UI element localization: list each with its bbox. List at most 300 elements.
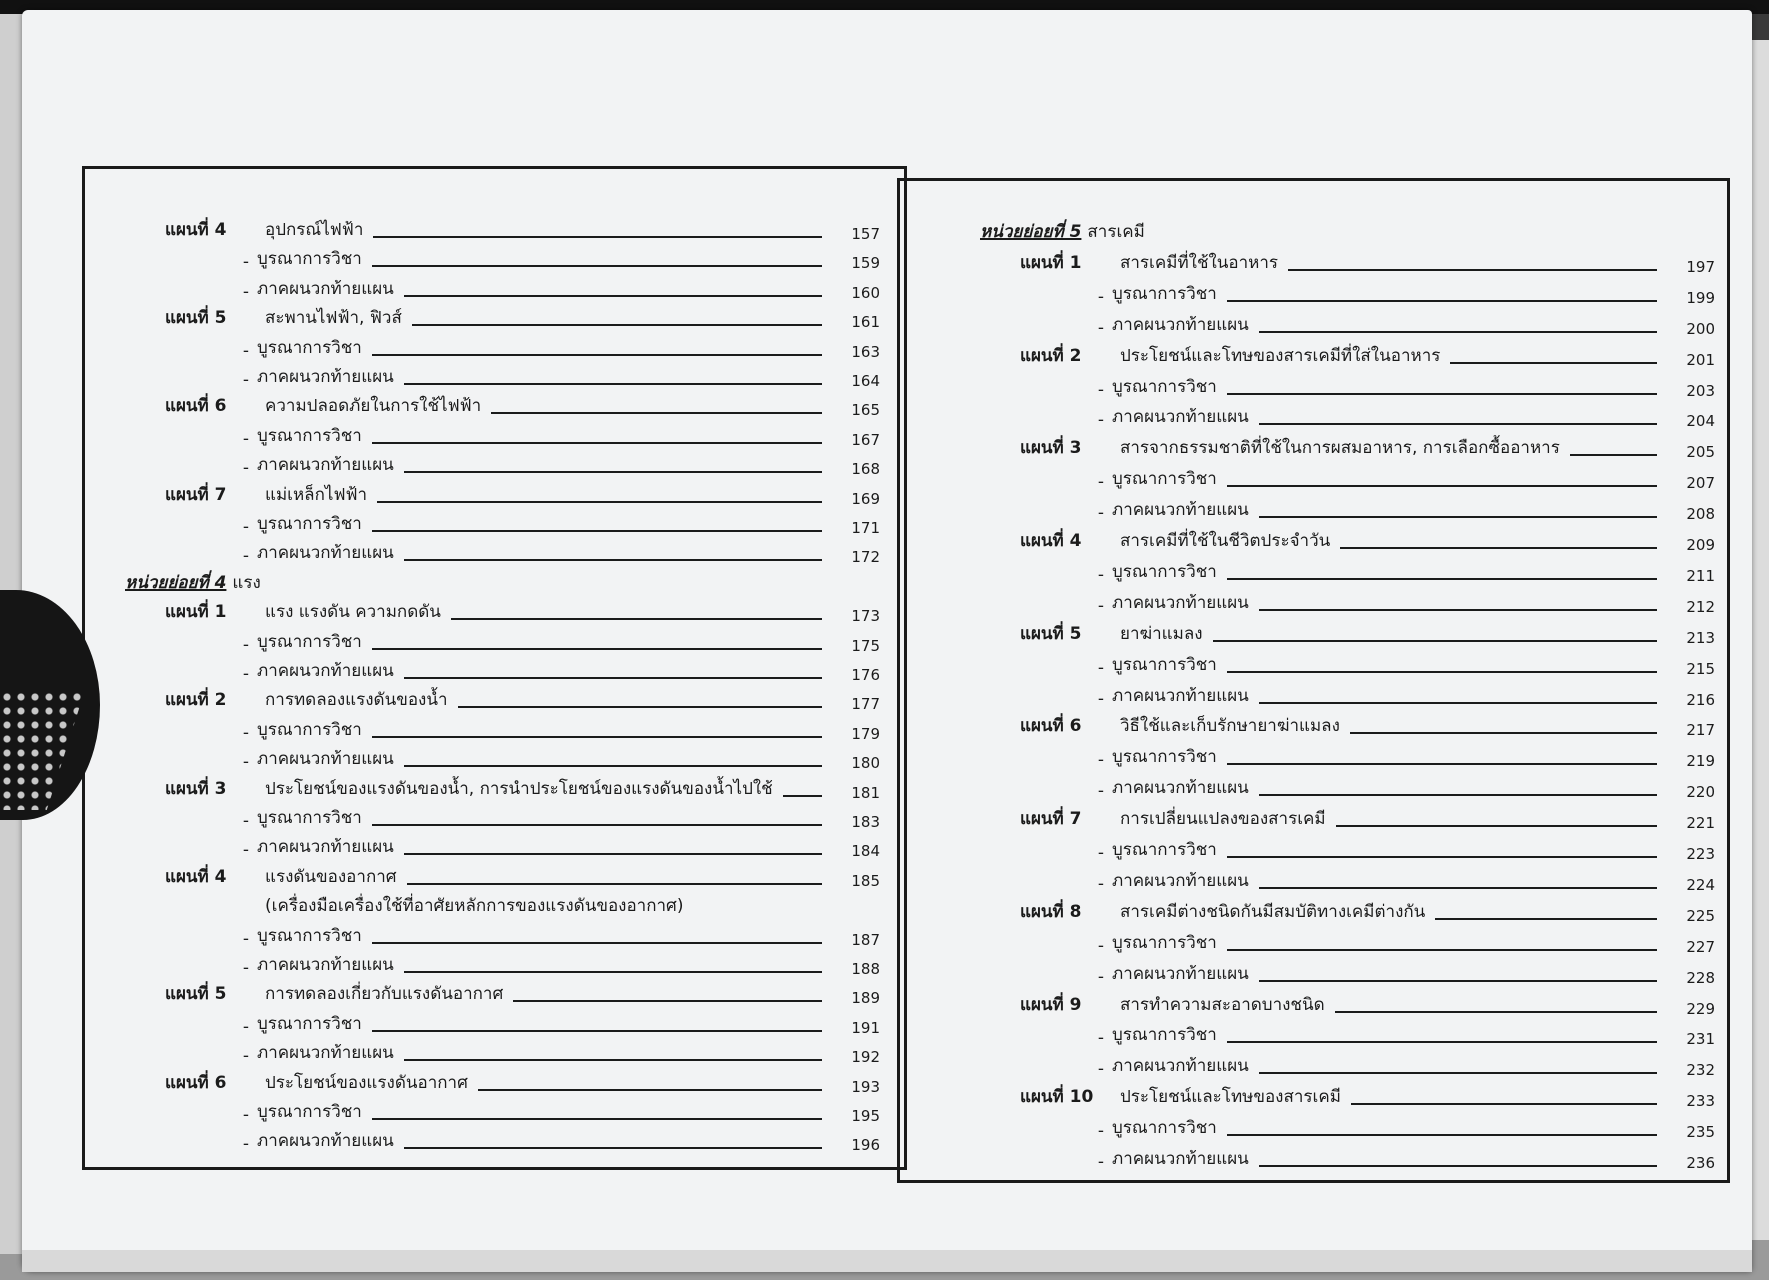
sub-title: ภาคผนวกท้ายแผน: [257, 367, 394, 387]
page-number: 228: [1686, 968, 1715, 987]
leader-line: [1259, 331, 1657, 333]
sub-dash: -: [242, 811, 250, 831]
leader-line: [1259, 1165, 1657, 1167]
page-number: 221: [1686, 814, 1715, 833]
sub-title: ภาคผนวกท้ายแผน: [257, 455, 394, 476]
plan-title: แรง แรงดัน ความกดดัน: [265, 602, 441, 623]
sub-title: บูรณาการวิชา: [257, 249, 362, 270]
toc-row: [125, 1068, 880, 1096]
leader-line: [404, 971, 822, 973]
leader-line: [1259, 516, 1657, 518]
sub-dash: -: [1097, 503, 1105, 524]
toc-row: [125, 333, 880, 361]
sub-dash: -: [242, 722, 250, 743]
leader-line: [1227, 856, 1657, 858]
toc-row: [980, 1113, 1715, 1141]
sub-title: ภาคผนวกท้ายแผน: [1112, 778, 1249, 799]
page-number: 224: [1686, 875, 1715, 894]
toc-row: [125, 891, 880, 919]
sub-dash: -: [1097, 317, 1105, 338]
toc-row: [980, 742, 1715, 770]
toc-row: [980, 279, 1715, 307]
sub-title: บูรณาการวิชา: [1112, 1025, 1217, 1046]
page-number: 236: [1686, 1154, 1715, 1172]
toc-row: [980, 711, 1715, 739]
sub-title: ภาคผนวกท้ายแผน: [1112, 963, 1249, 984]
sub-dash: -: [242, 1105, 250, 1125]
plan-number: แผนที่ 8: [1020, 901, 1082, 922]
page-number: 167: [851, 430, 880, 449]
sub-title: ภาคผนวกท้ายแผน: [1112, 1149, 1249, 1169]
sub-dash: -: [242, 1016, 250, 1037]
page-number: 177: [851, 695, 880, 714]
unit-heading: หน่วยย่อยที่ 4: [125, 572, 227, 593]
plan-note: (เครื่องมือเครื่องใช้ที่อาศัยหลักการของแรงดันของอากาศ): [265, 896, 684, 917]
sub-title: บูรณาการวิชา: [1112, 654, 1217, 675]
toc-row: [125, 803, 880, 831]
page-number: 199: [1686, 288, 1715, 307]
page-number: 184: [851, 842, 880, 861]
page-number: 173: [851, 607, 880, 626]
leader-line: [404, 471, 822, 473]
sub-dash: -: [242, 458, 250, 479]
plan-number: แผนที่ 6: [1020, 716, 1082, 737]
leader-line: [1227, 300, 1657, 302]
page-number: 164: [851, 372, 880, 390]
plan-title: แรงดันของอากาศ: [265, 866, 397, 887]
sub-title: บูรณาการวิชา: [257, 719, 362, 740]
page-number: 188: [851, 960, 880, 978]
page-number: 171: [851, 519, 880, 537]
page-number: 161: [851, 313, 880, 332]
sub-title: บูรณาการวิชา: [257, 425, 362, 446]
page-bottom-strip: [22, 1250, 1752, 1272]
toc-row: [980, 650, 1715, 678]
sub-dash: -: [242, 340, 250, 361]
plan-title: ประโยชน์ของแรงดันอากาศ: [265, 1072, 468, 1093]
toc-row: [125, 1097, 880, 1125]
page-number: 208: [1686, 505, 1715, 524]
sub-dash: -: [242, 664, 250, 684]
page-number: 196: [851, 1136, 880, 1155]
toc-row: [980, 681, 1715, 709]
plan-number: แผนที่ 3: [1020, 438, 1082, 459]
leader-line: [1227, 485, 1657, 487]
toc-row: [125, 509, 880, 537]
sub-dash: -: [1097, 1121, 1105, 1142]
leader-line: [404, 853, 822, 855]
toc-row: [980, 372, 1715, 400]
sub-dash: -: [1097, 657, 1105, 678]
page-number: 231: [1686, 1030, 1715, 1049]
plan-number: แผนที่ 1: [1020, 252, 1082, 273]
leader-line: [1227, 1134, 1657, 1136]
page-number: 163: [851, 342, 880, 361]
toc-row: [125, 362, 880, 390]
plan-title: การทดลองแรงดันของน้ำ: [265, 690, 448, 711]
plan-title: สารทำความสะอาดบางชนิด: [1120, 994, 1325, 1015]
leader-line: [404, 559, 822, 561]
leader-line: [372, 736, 822, 738]
page-number: 207: [1686, 474, 1715, 493]
leader-line: [1259, 702, 1657, 704]
toc-row: [980, 928, 1715, 956]
sub-dash: -: [242, 752, 250, 773]
leader-line: [404, 677, 822, 679]
sub-title: ภาคผนวกท้ายแผน: [257, 749, 394, 770]
plan-number: แผนที่ 1: [165, 602, 227, 623]
page-number: 219: [1686, 752, 1715, 771]
leader-line: [372, 265, 822, 267]
toc-row: [125, 715, 880, 743]
leader-line: [513, 1000, 822, 1002]
toc-row: [980, 1144, 1715, 1172]
toc-row: [125, 303, 880, 331]
leader-line: [1213, 640, 1657, 642]
leader-line: [1259, 609, 1657, 611]
plan-title: สารเคมีต่างชนิดกันมีสมบัติทางเคมีต่างกัน: [1120, 901, 1426, 922]
leader-line: [373, 236, 822, 238]
plan-title: ความปลอดภัยในการใช้ไฟฟ้า: [265, 396, 482, 417]
toc-row: [125, 627, 880, 655]
toc-row: [980, 804, 1715, 832]
unit-heading: หน่วยย่อยที่ 5: [980, 222, 1082, 242]
sub-title: บูรณาการวิชา: [257, 808, 362, 828]
toc-row: [125, 538, 880, 566]
toc-row: [125, 597, 880, 625]
sub-title: บูรณาการวิชา: [257, 925, 362, 946]
leader-line: [377, 501, 822, 503]
toc-row: [125, 421, 880, 449]
leader-line: [1450, 362, 1657, 364]
page-number: 195: [851, 1107, 880, 1125]
toc-row: [125, 480, 880, 508]
plan-title: ประโยชน์ของแรงดันของน้ำ, การนำประโยชน์ของแรงดันของน้ำไปใช้: [265, 778, 773, 799]
toc-row: [125, 950, 880, 978]
plan-number: แผนที่ 4: [165, 866, 227, 887]
leader-line: [404, 1147, 822, 1149]
leader-line: [1227, 949, 1657, 951]
toc-row: [125, 774, 880, 802]
toc-row: [980, 433, 1715, 461]
toc-row: [125, 244, 880, 272]
sub-dash: -: [1097, 564, 1105, 585]
leader-line: [404, 295, 822, 297]
toc-row: [980, 990, 1715, 1018]
toc-row: [980, 773, 1715, 801]
plan-number: แผนที่ 7: [1020, 809, 1082, 830]
page-number: 205: [1686, 443, 1715, 462]
page-number: 201: [1686, 350, 1715, 369]
page-number: 191: [851, 1018, 880, 1037]
plan-number: แผนที่ 6: [165, 396, 227, 417]
sub-dash: -: [242, 1046, 250, 1067]
sub-title: ภาคผนวกท้ายแผน: [1112, 1056, 1249, 1077]
leader-line: [407, 883, 822, 885]
sub-dash: -: [1097, 1059, 1105, 1080]
leader-line: [404, 1059, 822, 1061]
toc-row: [980, 526, 1715, 554]
toc-row: [980, 1020, 1715, 1048]
sub-dash: -: [242, 546, 250, 567]
unit-title: แรง: [232, 572, 261, 593]
sub-dash: -: [1097, 843, 1105, 863]
toc-row: [980, 1051, 1715, 1079]
leader-line: [372, 942, 822, 944]
page-number: 211: [1686, 566, 1715, 585]
leader-line: [1259, 887, 1657, 889]
sub-dash: -: [242, 1134, 250, 1155]
leader-line: [372, 354, 822, 356]
sub-title: บูรณาการวิชา: [257, 631, 362, 652]
page-number: 235: [1686, 1123, 1715, 1142]
toc-row: [980, 588, 1715, 616]
sub-title: ภาคผนวกท้ายแผน: [1112, 314, 1249, 335]
toc-row: [125, 215, 880, 243]
leader-line: [372, 824, 822, 826]
sub-title: ภาคผนวกท้ายแผน: [1112, 870, 1249, 891]
leader-line: [404, 383, 822, 385]
plan-number: แผนที่ 6: [165, 1072, 227, 1093]
sub-title: บูรณาการวิชา: [1112, 747, 1217, 768]
page-number: 179: [851, 724, 880, 743]
toc-left-panel: [82, 166, 907, 1170]
toc-row: [125, 1009, 880, 1037]
page-number: 213: [1686, 628, 1715, 647]
page-number: 159: [851, 254, 880, 273]
page-number: 169: [851, 489, 880, 508]
leader-line: [1350, 732, 1657, 734]
plan-number: แผนที่ 9: [1020, 994, 1082, 1015]
page-number: 185: [851, 871, 880, 890]
sub-dash: -: [242, 928, 250, 949]
page-number: 216: [1686, 690, 1715, 709]
plan-title: สารเคมีที่ใช้ในชีวิตประจำวัน: [1120, 531, 1331, 551]
sub-title: บูรณาการวิชา: [1112, 561, 1217, 582]
page-number: 197: [1686, 257, 1715, 276]
leader-line: [372, 1118, 822, 1120]
toc-row: [980, 464, 1715, 492]
plan-number: แผนที่ 2: [1020, 345, 1082, 366]
toc-row: [125, 1126, 880, 1154]
page-number: 220: [1686, 783, 1715, 802]
leader-line: [1351, 1103, 1657, 1105]
leader-line: [1259, 423, 1657, 425]
plan-title: สารจากธรรมชาติที่ใช้ในการผสมอาหาร, การเลือกซื้ออาหาร: [1120, 438, 1560, 459]
sub-dash: -: [1097, 595, 1105, 616]
sub-dash: -: [1097, 1028, 1105, 1049]
sub-title: บูรณาการวิชา: [1112, 376, 1217, 397]
toc-row: [125, 979, 880, 1007]
plan-number: แผนที่ 3: [165, 778, 227, 799]
page-number: 157: [851, 225, 880, 243]
toc-row: [125, 274, 880, 302]
sub-title: บูรณาการวิชา: [1112, 840, 1217, 860]
leader-line: [372, 530, 822, 532]
page-number: 172: [851, 548, 880, 567]
sub-title: ภาคผนวกท้ายแผน: [257, 543, 394, 564]
sub-dash: -: [242, 840, 250, 861]
sub-title: บูรณาการวิชา: [1112, 469, 1217, 490]
sub-title: ภาคผนวกท้ายแผน: [1112, 592, 1249, 613]
sub-title: บูรณาการวิชา: [257, 1102, 362, 1122]
sub-title: ภาคผนวกท้ายแผน: [1112, 685, 1249, 706]
unit-title: สารเคมี: [1087, 222, 1145, 242]
leader-line: [1227, 1041, 1657, 1043]
leader-line: [1259, 794, 1657, 796]
toc-row: [125, 391, 880, 419]
toc-row: [980, 341, 1715, 369]
toc-row: [125, 832, 880, 860]
sub-title: บูรณาการวิชา: [257, 337, 362, 358]
toc-row: [980, 557, 1715, 585]
page-number: 160: [851, 283, 880, 302]
page-number: 232: [1686, 1061, 1715, 1080]
toc-row: [125, 656, 880, 684]
leader-line: [1227, 578, 1657, 580]
leader-line: [1259, 980, 1657, 982]
page-number: 183: [851, 813, 880, 831]
sub-dash: -: [1097, 410, 1105, 431]
sub-dash: -: [1097, 781, 1105, 802]
sub-title: ภาคผนวกท้ายแผน: [257, 278, 394, 299]
leader-line: [1227, 393, 1657, 395]
toc-row: [980, 866, 1715, 894]
sub-title: ภาคผนวกท้ายแผน: [257, 1043, 394, 1064]
sub-title: ภาคผนวกท้ายแผน: [257, 1131, 394, 1152]
sub-dash: -: [1097, 286, 1105, 307]
toc-row: [980, 897, 1715, 925]
sub-dash: -: [242, 517, 250, 537]
sub-title: บูรณาการวิชา: [1112, 1118, 1217, 1139]
page-number: 229: [1686, 999, 1715, 1018]
leader-line: [451, 618, 822, 620]
leader-line: [491, 412, 822, 414]
sub-dash: -: [1097, 1152, 1105, 1172]
page-number: 203: [1686, 381, 1715, 400]
page-number: 212: [1686, 597, 1715, 616]
plan-number: แผนที่ 10: [1020, 1087, 1094, 1108]
plan-number: แผนที่ 4: [165, 220, 227, 240]
page-number: 215: [1686, 659, 1715, 678]
sub-dash: -: [242, 281, 250, 302]
plan-title: แม่เหล็กไฟฟ้า: [265, 484, 368, 505]
toc-row: [125, 921, 880, 949]
page-number: 187: [851, 930, 880, 949]
leader-line: [458, 706, 823, 708]
leader-line: [478, 1089, 822, 1091]
toc-row: [980, 1082, 1715, 1110]
page-number: 204: [1686, 412, 1715, 431]
sub-dash: -: [242, 370, 250, 390]
sub-dash: -: [1097, 966, 1105, 987]
plan-title: ยาฆ่าแมลง: [1120, 623, 1203, 644]
leader-line: [1259, 1072, 1657, 1074]
page-number: 180: [851, 754, 880, 773]
page-number: 175: [851, 636, 880, 655]
toc-row: [980, 619, 1715, 647]
page-number: 176: [851, 666, 880, 684]
sub-title: บูรณาการวิชา: [257, 1013, 362, 1034]
toc-row: [980, 835, 1715, 863]
leader-line: [783, 795, 822, 797]
sub-dash: -: [242, 634, 250, 655]
plan-number: แผนที่ 5: [165, 984, 227, 1005]
leader-line: [1340, 547, 1657, 549]
toc-row: [125, 862, 880, 890]
leader-line: [1227, 671, 1657, 673]
leader-line: [1336, 825, 1657, 827]
page-number: 227: [1686, 937, 1715, 956]
page-number: 223: [1686, 845, 1715, 863]
leader-line: [1570, 454, 1657, 456]
sub-title: ภาคผนวกท้ายแผน: [257, 955, 394, 975]
toc-row: [980, 217, 1715, 245]
sub-title: บูรณาการวิชา: [1112, 932, 1217, 953]
leader-line: [1435, 918, 1657, 920]
sub-title: บูรณาการวิชา: [257, 514, 362, 534]
leader-line: [372, 1030, 822, 1032]
plan-title: ประโยชน์และโทษของสารเคมี: [1120, 1087, 1341, 1108]
leader-line: [1227, 763, 1657, 765]
page-number: 165: [851, 401, 880, 420]
leader-line: [372, 442, 822, 444]
sub-dash: -: [1097, 472, 1105, 493]
leader-line: [372, 648, 822, 650]
sub-title: บูรณาการวิชา: [1112, 283, 1217, 304]
toc-row: [125, 1038, 880, 1066]
toc-row: [980, 959, 1715, 987]
plan-title: ประโยชน์และโทษของสารเคมีที่ใส่ในอาหาร: [1120, 345, 1441, 366]
toc-row: [125, 450, 880, 478]
toc-right-panel: [897, 178, 1730, 1183]
sub-dash: -: [242, 428, 250, 449]
sub-dash: -: [1097, 688, 1105, 709]
plan-title: อุปกรณ์ไฟฟ้า: [265, 220, 364, 240]
plan-number: แผนที่ 4: [1020, 531, 1082, 551]
page-number: 193: [851, 1077, 880, 1096]
page-number: 189: [851, 989, 880, 1008]
sub-title: ภาคผนวกท้ายแผน: [1112, 407, 1249, 428]
sub-dash: -: [1097, 873, 1105, 894]
toc-row: [980, 248, 1715, 276]
plan-number: แผนที่ 5: [165, 308, 227, 329]
sub-dash: -: [1097, 750, 1105, 771]
plan-title: สะพานไฟฟ้า, ฟิวส์: [265, 308, 402, 329]
sub-dash: -: [1097, 935, 1105, 956]
sub-title: ภาคผนวกท้ายแผน: [1112, 500, 1249, 521]
plan-title: สารเคมีที่ใช้ในอาหาร: [1120, 252, 1279, 273]
page-number: 181: [851, 783, 880, 802]
sub-title: ภาคผนวกท้ายแผน: [257, 661, 394, 681]
toc-row: [980, 310, 1715, 338]
toc-row: [980, 495, 1715, 523]
plan-number: แผนที่ 7: [165, 484, 227, 505]
sub-dash: -: [242, 958, 250, 978]
plan-number: แผนที่ 5: [1020, 623, 1082, 644]
toc-row: [125, 685, 880, 713]
page-number: 200: [1686, 319, 1715, 338]
page-number: 217: [1686, 721, 1715, 740]
plan-title: การเปลี่ยนแปลงของสารเคมี: [1120, 809, 1326, 830]
leader-line: [1335, 1011, 1657, 1013]
page-number: 192: [851, 1048, 880, 1067]
page-number: 225: [1686, 906, 1715, 925]
page-number: 168: [851, 460, 880, 479]
plan-title: วิธีใช้และเก็บรักษายาฆ่าแมลง: [1120, 716, 1340, 737]
leader-line: [404, 765, 822, 767]
page-number: 209: [1686, 536, 1715, 554]
